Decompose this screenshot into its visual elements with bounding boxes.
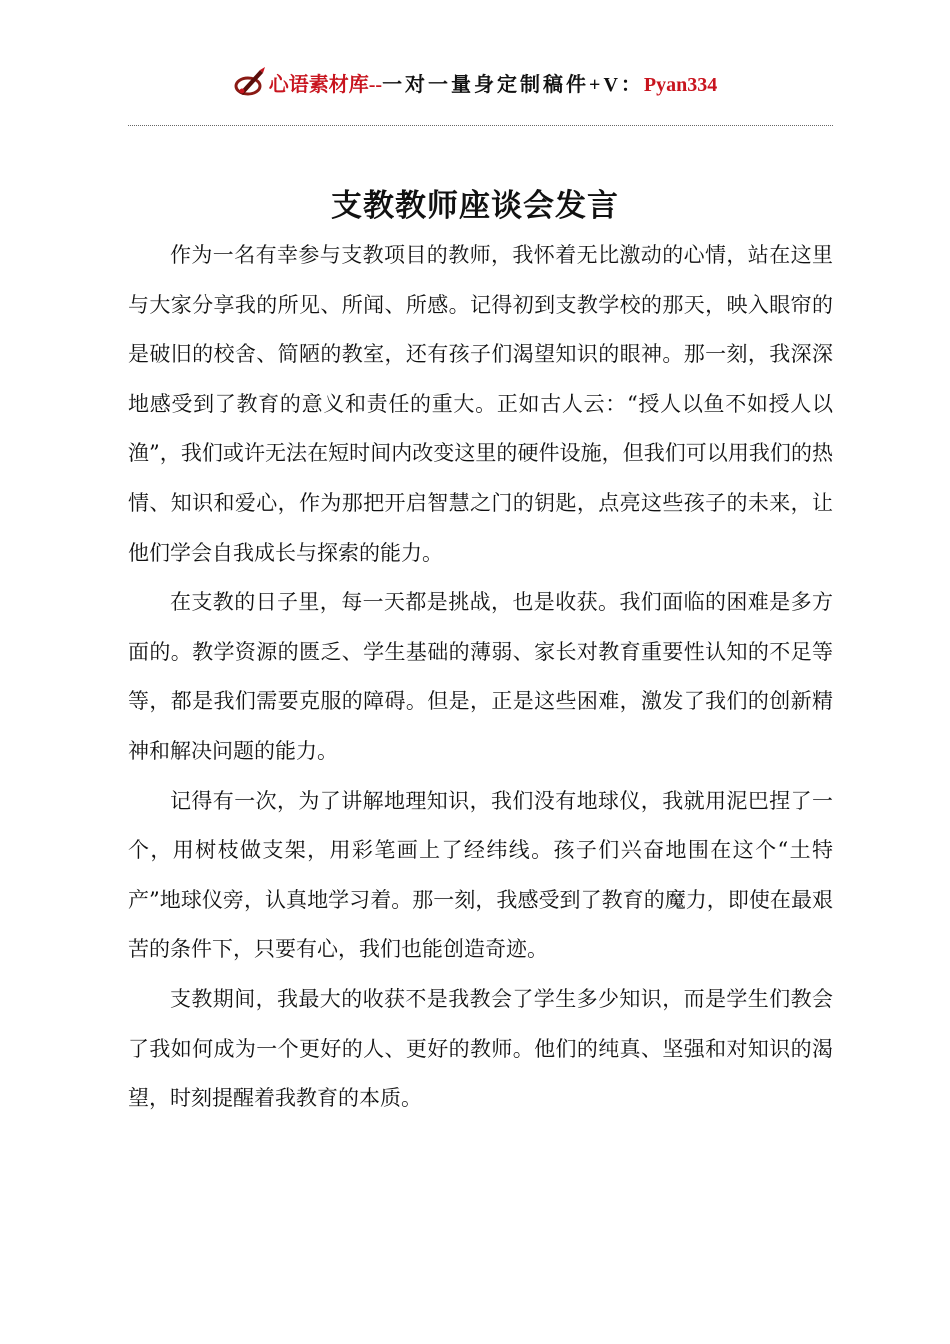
wechat-id: Pyan334 bbox=[643, 73, 718, 96]
brand-name: 心语素材库 bbox=[268, 73, 369, 96]
paragraph: 在支教的日子里，每一天都是挑战，也是收获。我们面临的困难是多方面的。教学资源的匮乏、学生基础的薄弱、家长对教育重要性认知的不足等等，都是我们需要克服的障碍。但是，正是这些困难，激发了我们的创新精神和解决问题的能力。 bbox=[128, 590, 833, 763]
paragraph: 支教期间，我最大的收获不是我教会了学生多少知识，而是学生们教会了我如何成为一个更好的人、更好的教师。他们的纯真、坚强和对知识的渴望，时刻提醒着我教育的本质。 bbox=[128, 986, 833, 1111]
paragraph: 记得有一次，为了讲解地理知识，我们没有地球仪，我就用泥巴捏了一个，用树枝做支架，用彩笔画上了经纬线。孩子们兴奋地围在这个“土特产”地球仪旁，认真地学习着。那一刻，我感受到了教育的魔力，即使在最艰苦的条件下，只要有心，我们也能创造奇迹。 bbox=[128, 788, 833, 962]
header-divider bbox=[128, 125, 833, 126]
document-body bbox=[128, 231, 833, 1124]
header-tagline: 一对一量身定制稿件+V： bbox=[382, 73, 644, 96]
header-text bbox=[269, 68, 718, 97]
document-title: 支教教师座谈会发言 bbox=[331, 188, 619, 224]
header-separator: -- bbox=[368, 73, 383, 96]
paragraph: 作为一名有幸参与支教项目的教师，我怀着无比激动的心情，站在这里与大家分享我的所见、所闻、所感。记得初到支教学校的那天，映入眼帘的是破旧的校舍、简陋的教室，还有孩子们渴望知识的眼神。那一刻，我深深地感受到了教育的意义和责任的重大。正如古人云：“授人以鱼不如授人以渔”，我们或许无法在短时间内改变这里的硬件设施，但我们可以用我们的热情、知识和爱心，作为那把开启智慧之门的钥匙，点亮这些孩子的未来，让他们学会自我成长与探索的能力。 bbox=[128, 243, 833, 565]
quill-pen-logo-icon bbox=[233, 65, 267, 99]
page-header bbox=[0, 62, 950, 102]
